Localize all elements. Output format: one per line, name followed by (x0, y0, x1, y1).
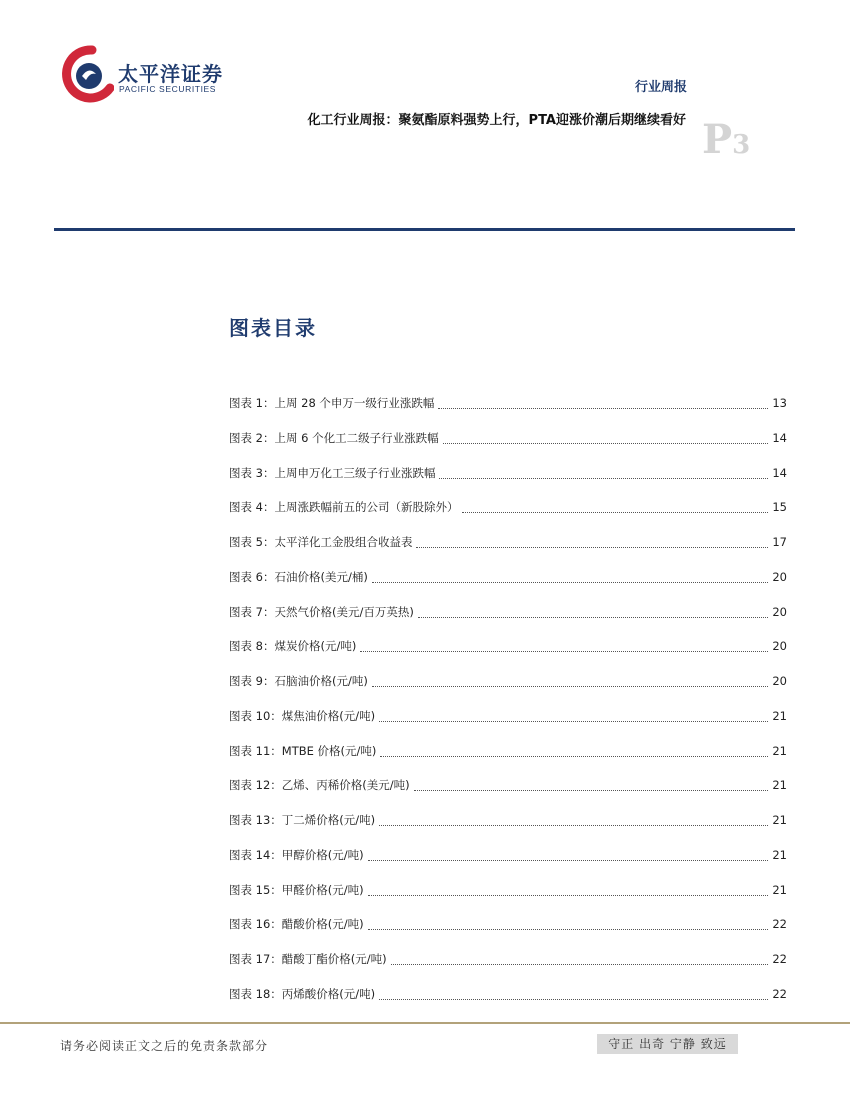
toc-entry-label: 图表 14：甲醇价格(元/吨) (229, 847, 364, 862)
toc-entry-label: 图表 18：丙烯酸价格(元/吨) (229, 986, 376, 1001)
toc-entry-page: 22 (772, 986, 787, 1001)
toc-entry-page: 15 (772, 500, 787, 515)
toc-entry[interactable] (229, 531, 787, 566)
toc-entry[interactable] (229, 774, 787, 809)
toc-entry-label: 图表 7：天然气价格(美元/百万英热) (229, 604, 414, 619)
report-type: 行业周报 (634, 80, 687, 95)
toc-leader-dots (368, 913, 769, 930)
toc-leader-dots (414, 774, 769, 791)
toc-entry-label: 图表 2：上周 6 个化工二级子行业涨跌幅 (229, 430, 439, 445)
toc-entry-page: 20 (772, 639, 787, 654)
toc-entry-label: 图表 5：太平洋化工金股组合收益表 (229, 535, 413, 549)
toc-entry-page: 20 (772, 569, 787, 584)
toc-entry-page: 14 (772, 430, 787, 445)
toc-leader-dots (368, 879, 769, 896)
footer-divider (0, 1022, 850, 1024)
toc-entry-page: 21 (772, 882, 787, 897)
report-title: 化工行业周报：聚氨酯原料强势上行，PTA迎涨价潮后期继续看好 (307, 113, 686, 128)
toc-list (229, 392, 787, 1018)
disclaimer-note: 请务必阅读正文之后的免责条款部分 (60, 1039, 269, 1053)
pacific-securities-logo-icon (62, 44, 114, 104)
toc-leader-dots (462, 496, 768, 513)
toc-entry-page: 17 (772, 535, 787, 549)
toc-entry[interactable] (229, 427, 787, 462)
toc-entry-label: 图表 12：乙烯、丙稀价格(美元/吨) (229, 778, 410, 793)
toc-entry-page: 21 (772, 743, 787, 758)
toc-leader-dots (418, 601, 769, 618)
toc-entry[interactable] (229, 496, 787, 531)
page-digit: 3 (732, 130, 751, 160)
page-prefix: P (702, 116, 733, 163)
toc-leader-dots (439, 462, 768, 479)
toc-entry-label: 图表 16：醋酸价格(元/吨) (229, 917, 364, 932)
toc-entry[interactable] (229, 705, 787, 740)
toc-entry-page: 22 (772, 952, 787, 966)
toc-leader-dots (443, 427, 769, 444)
toc-entry-page: 22 (772, 917, 787, 932)
toc-entry-label: 图表 17：醋酸丁酯价格(元/吨) (229, 952, 387, 966)
toc-entry-page: 21 (772, 708, 787, 723)
toc-entry-label: 图表 6：石油价格(美元/桶) (229, 569, 368, 584)
company-logo (62, 44, 232, 104)
toc-entry[interactable] (229, 983, 787, 1018)
brand-name-cn: 太平洋证券 (118, 62, 223, 86)
toc-entry[interactable] (229, 635, 787, 670)
toc-entry[interactable] (229, 462, 787, 497)
toc-entry-label: 图表 4：上周涨跌幅前五的公司（新股除外） (229, 500, 459, 515)
toc-entry-label: 图表 15：甲醛价格(元/吨) (229, 882, 364, 897)
toc-entry-label: 图表 9：石脑油价格(元/吨) (229, 674, 368, 688)
toc-entry-page: 20 (772, 674, 787, 688)
toc-entry[interactable] (229, 566, 787, 601)
toc-entry[interactable] (229, 879, 787, 914)
toc-entry[interactable] (229, 601, 787, 636)
toc-entry-page: 21 (772, 813, 787, 827)
toc-heading: 图表目录 (229, 316, 317, 340)
toc-leader-dots (391, 948, 769, 965)
toc-leader-dots (380, 740, 768, 757)
toc-entry[interactable] (229, 948, 787, 983)
toc-entry[interactable] (229, 392, 787, 427)
toc-leader-dots (360, 635, 768, 652)
toc-entry-page: 21 (772, 778, 787, 793)
toc-leader-dots (379, 705, 768, 722)
toc-entry-label: 图表 13：丁二烯价格(元/吨) (229, 813, 376, 827)
brand-name-en: PACIFIC SECURITIES (119, 84, 217, 94)
toc-entry[interactable] (229, 809, 787, 844)
toc-entry-page: 13 (772, 396, 787, 410)
toc-entry[interactable] (229, 670, 787, 705)
company-motto: 守正 出奇 宁静 致远 (597, 1034, 738, 1054)
toc-leader-dots (438, 392, 768, 409)
toc-entry-label: 图表 11：MTBE 价格(元/吨) (229, 743, 377, 758)
toc-leader-dots (379, 809, 768, 826)
toc-leader-dots (372, 670, 769, 687)
toc-entry-label: 图表 3：上周申万化工三级子行业涨跌幅 (229, 465, 436, 480)
toc-entry-label: 图表 1：上周 28 个申万一级行业涨跌幅 (229, 396, 435, 410)
toc-entry[interactable] (229, 913, 787, 948)
toc-entry-page: 21 (772, 847, 787, 862)
toc-entry-label: 图表 10：煤焦油价格(元/吨) (229, 708, 376, 723)
header-divider (54, 228, 795, 231)
toc-leader-dots (368, 844, 769, 861)
toc-leader-dots (416, 531, 768, 548)
toc-entry[interactable] (229, 740, 787, 775)
toc-entry-page: 14 (772, 465, 787, 480)
toc-entry[interactable] (229, 844, 787, 879)
toc-leader-dots (372, 566, 769, 583)
toc-leader-dots (379, 983, 768, 1000)
toc-entry-label: 图表 8：煤炭价格(元/吨) (229, 639, 357, 654)
toc-entry-page: 20 (772, 604, 787, 619)
page-number (702, 116, 750, 163)
